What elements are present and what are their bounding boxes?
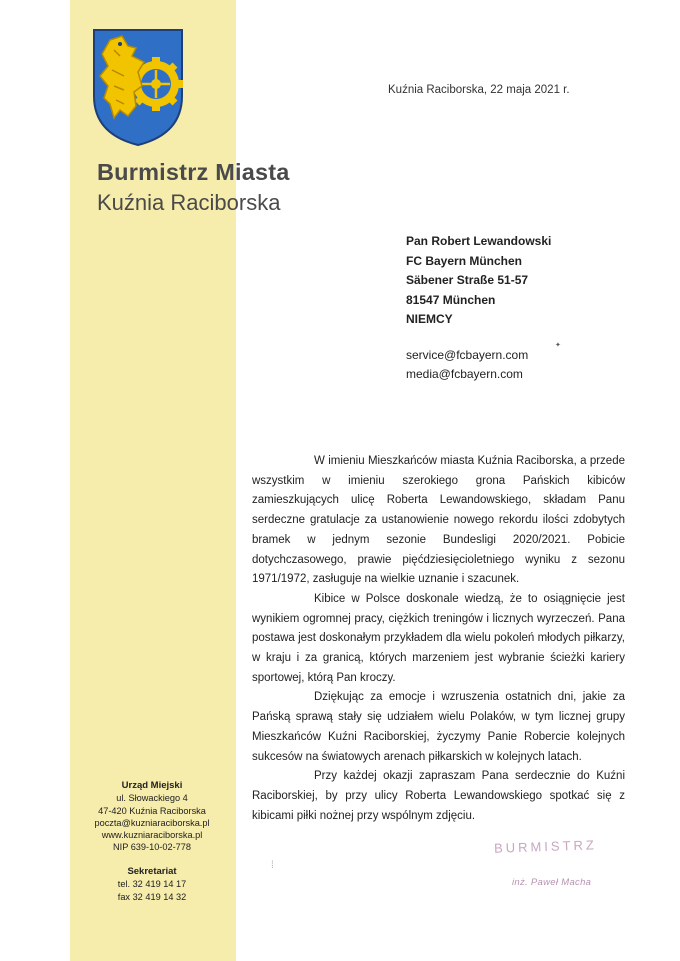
signature-name: inż. Paweł Macha [512,877,592,888]
recipient-street: Säbener Straße 51-57 [406,273,529,287]
signature-stamp: BURMISTRZ [493,837,598,856]
recipient-club: FC Bayern München [406,253,523,268]
body-paragraph-2: Kibice w Polsce doskonale wiedzą, że to osiągnięcie jest wynikiem ogromnej pracy, ciężkich treningów i licznych wyrzeczeń. Pana postawa jest doskonałym przykładem dla wielu pokoleń młodych piłkarzy, w kraju i za granicą, których marzeniem jest wybranie ścieżki kariery sportowej, którą Pan kroczy. [252,592,625,684]
pen-mark: ✦ [555,342,561,349]
margin-mark: ⁞ [271,860,274,871]
office-postcode: 47-420 Kuźnia Raciborska [98,805,206,816]
office-nip: NIP 639-10-02-778 [113,842,191,853]
letter-body [252,452,625,826]
recipient-country: NIEMCY [406,312,453,326]
sender-block [97,159,290,216]
secretariat-fax: fax 32 419 14 32 [117,891,187,902]
email-media: media@fcbayern.com [406,367,523,381]
office-street: ul. Słowackiego 4 [116,793,188,804]
office-email: poczta@kuzniaraciborska.pl [94,817,210,828]
footer-office [76,780,228,854]
body-paragraph-4: Przy każdej okazji zapraszam Pana serdecznie do Kuźni Raciborskiej, by przy ulicy Roberta Lewandowskiego spotkać się z kibicami piłki nożnej przy wspólnym zdjęciu. [252,770,625,822]
office-heading: Urząd Miejski [121,780,183,791]
secretariat-phone: tel. 32 419 14 17 [117,879,187,890]
sender-town: Kuźnia Raciborska [97,190,281,215]
recipient-address [406,232,551,330]
body-paragraph-1: W imieniu Mieszkańców miasta Kuźnia Raciborska, a przede wszystkim w imieniu szerokiego grona Pańskich kibiców zamieszkujących ulicę Roberta Lewandowskiego, składam Panu serdeczne gratulacje za ustanowienie nowego rekordu ilości zdobytych bramek w jednym sezonie Bundesligi 2020/2021. Pobicie dotychczasowego, prawie pięćdziesięcioletniego wyniku z sezonu 1971/1972, zasługuje na wielkie uznanie i szacunek. [252,455,625,586]
secretariat-heading: Sekretariat [127,866,177,877]
sender-title: Burmistrz Miasta [97,159,290,185]
recipient-city: 81547 München [406,292,496,307]
email-service: service@fcbayern.com [406,348,529,362]
coat-of-arms-icon [90,26,186,148]
office-website: www.kuzniaraciborska.pl [101,830,203,841]
letter-date: Kuźnia Raciborska, 22 maja 2021 r. [388,84,570,96]
footer-secretariat [76,866,228,903]
recipient-name: Pan Robert Lewandowski [406,234,552,248]
body-paragraph-3: Dziękując za emocje i wzruszenia ostatnich dni, jakie za Pańską sprawą stały się udziałem wielu Polaków, w tym licznej grupy Mieszkańców Kuźni Raciborskiej, życzymy Panie Robercie kolejnych sukcesów na światowych arenach piłkarskich w kolejnych latach. [252,691,625,763]
recipient-emails [406,346,528,384]
